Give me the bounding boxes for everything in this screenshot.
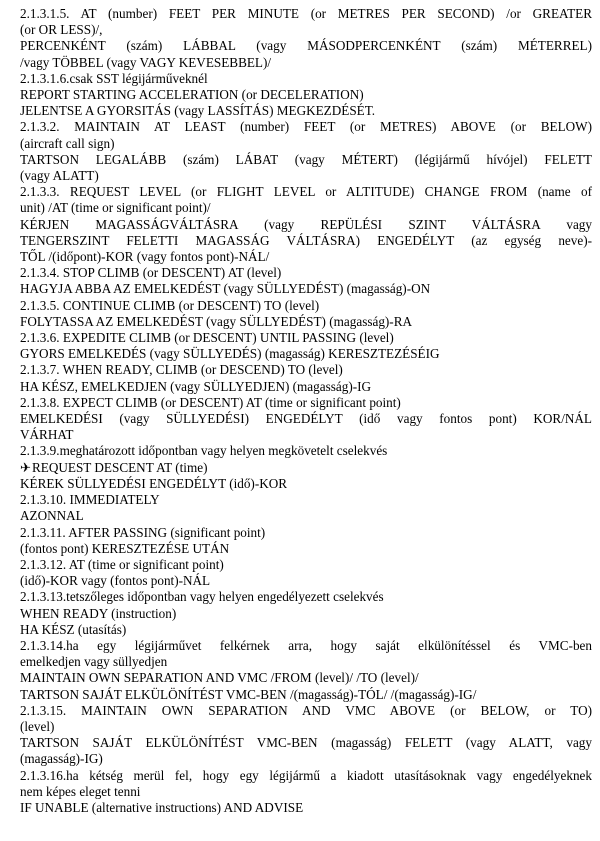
text-line-content: HA KÉSZ (utasítás) (20, 621, 127, 637)
text-line (20, 719, 592, 735)
text-line (20, 557, 592, 573)
text-line-content: (vagy ALATT) (20, 168, 99, 184)
text-line-content: TENGERSZINT FELETTI MAGASSÁG VÁLTÁSRA) ENGEDÉLYT (az egység neve)- (20, 232, 592, 248)
text-line-content: 2.1.3.15. MAINTAIN OWN SEPARATION AND VMC ABOVE (or BELOW, or TO) (20, 702, 592, 718)
text-line-content: WHEN READY (instruction) (20, 605, 177, 621)
text-line (20, 314, 592, 330)
text-line-content: 2.1.3.4. STOP CLIMB (or DESCENT) AT (level) (20, 265, 282, 281)
text-line-content: 2.1.3.14.ha egy légijárművet felkérnek arra, hogy saját elkülönítéssel és VMC-ben (20, 637, 592, 653)
text-line (20, 152, 592, 168)
text-line (20, 103, 592, 119)
text-line-content: 2.1.3.2. MAINTAIN AT LEAST (number) FEET (or METRES) ABOVE (or BELOW) (20, 119, 592, 135)
text-line-content: HA KÉSZ, EMELKEDJEN (vagy SÜLLYEDJEN) (magasság)-IG (20, 378, 372, 394)
text-line (20, 233, 592, 249)
text-line-content: FOLYTASSA AZ EMELKEDÉST (vagy SÜLLYEDÉST) (magasság)-RA (20, 313, 413, 329)
text-line-content: 2.1.3.1.6.csak SST légijárműveknél (20, 70, 208, 86)
text-line-content: unit) /AT (time or significant point)/ (20, 200, 211, 216)
text-line (20, 265, 592, 281)
text-line-content: TŐL /(időpont)-KOR (vagy fontos pont)-NÁL/ (20, 249, 270, 265)
text-line (20, 119, 592, 135)
text-line (20, 136, 592, 152)
text-line-content: 2.1.3.11. AFTER PASSING (significant point) (20, 524, 266, 540)
text-line-content: MAINTAIN OWN SEPARATION AND VMC /FROM (level)/ /TO (level)/ (20, 670, 419, 686)
text-line (20, 55, 592, 71)
text-line-content: KÉREK SÜLLYEDÉSI ENGEDÉLYT (idő)-KOR (20, 475, 288, 491)
text-line (20, 670, 592, 686)
text-line (20, 6, 592, 22)
text-line-content: PERCENKÉNT (szám) LÁBBAL (vagy MÁSODPERCENKÉNT (szám) MÉTERREL) (20, 38, 592, 54)
text-line-content: 2.1.3.8. EXPECT CLIMB (or DESCENT) AT (time or significant point) (20, 394, 401, 410)
text-line-content: (magasság)-IG) (20, 751, 103, 767)
text-line-content: 2.1.3.12. AT (time or significant point) (20, 556, 224, 572)
text-line-content: (or OR LESS)/, (20, 22, 103, 38)
text-line-content: TARTSON SAJÁT ELKÜLÖNÍTÉST VMC-BEN (magasság) FELETT (vagy ALATT, vagy (20, 735, 592, 751)
text-line (20, 784, 592, 800)
text-line (20, 362, 592, 378)
text-line-content: KÉRJEN MAGASSÁGVÁLTÁSRA (vagy REPÜLÉSI SZINT VÁLTÁSRA vagy (20, 216, 592, 232)
text-line-content: AZONNAL (20, 508, 84, 524)
text-line (20, 346, 592, 362)
text-line (20, 330, 592, 346)
text-line (20, 87, 592, 103)
text-line (20, 427, 592, 443)
text-line (20, 768, 592, 784)
text-line-content: TARTSON LEGALÁBB (szám) LÁBAT (vagy MÉTERT) (légijármű hívójel) FELETT (20, 151, 592, 167)
text-line-content: IF UNABLE (alternative instructions) AND ADVISE (20, 799, 304, 815)
text-line (20, 168, 592, 184)
text-line (20, 200, 592, 216)
text-line-content: REPORT STARTING ACCELERATION (or DECELERATION) (20, 87, 364, 103)
text-line-content: TARTSON SAJÁT ELKÜLÖNÍTÉST VMC-BEN /(magasság)-TÓL/ /(magasság)-IG/ (20, 686, 477, 702)
text-line-content: (level) (20, 718, 55, 734)
text-line-content: (idő)-KOR vagy (fontos pont)-NÁL (20, 573, 211, 589)
text-line-content: 2.1.3.5. CONTINUE CLIMB (or DESCENT) TO (level) (20, 297, 320, 313)
text-line (20, 38, 592, 54)
text-line (20, 573, 592, 589)
text-line-content: 2.1.3.16.ha kétség merül fel, hogy egy légijármű a kiadott utasításoknak vagy engedélyeknek (20, 767, 592, 783)
text-line (20, 654, 592, 670)
text-line (20, 735, 592, 751)
text-line-content: HAGYJA ABBA AZ EMELKEDÉST (vagy SÜLLYEDÉST) (magasság)-ON (20, 281, 431, 297)
text-line-content: nem képes eleget tenni (20, 783, 141, 799)
text-line (20, 476, 592, 492)
text-line-content: 2.1.3.10. IMMEDIATELY (20, 492, 160, 508)
text-line (20, 249, 592, 265)
text-line-content: 2.1.3.1.5. AT (number) FEET PER MINUTE (or METRES PER SECOND) /or GREATER (20, 6, 592, 21)
text-line-content: VÁRHAT (20, 427, 74, 443)
text-line-content: 2.1.3.6. EXPEDITE CLIMB (or DESCENT) UNTIL PASSING (level) (20, 330, 394, 346)
text-line (20, 751, 592, 767)
text-line (20, 71, 592, 87)
plane-arrow-icon: ✈ (20, 459, 32, 475)
text-line (20, 395, 592, 411)
text-line-content: 2.1.3.3. REQUEST LEVEL (or FLIGHT LEVEL or ALTITUDE) CHANGE FROM (name of (20, 184, 592, 200)
text-line (20, 525, 592, 541)
text-line (20, 492, 592, 508)
text-line-content: (aircraft call sign) (20, 135, 115, 151)
text-line-content: 2.1.3.9.meghatározott időpontban vagy helyen megkövetelt cselekvés (20, 443, 388, 459)
text-line-content: 2.1.3.7. WHEN READY, CLIMB (or DESCEND) TO (level) (20, 362, 343, 378)
text-line (20, 184, 592, 200)
text-line (20, 411, 592, 427)
text-line-content: /vagy TÖBBEL (vagy VAGY KEVESEBBEL)/ (20, 54, 272, 70)
text-line-content: (fontos pont) KERESZTEZÉSE UTÁN (20, 540, 230, 556)
text-line-content: EMELKEDÉSI (vagy SÜLLYEDÉSI) ENGEDÉLYT (idő vagy fontos pont) KOR/NÁL (20, 411, 592, 427)
text-line (20, 379, 592, 395)
text-line (20, 800, 592, 816)
text-line (20, 508, 592, 524)
text-line (20, 443, 592, 459)
text-line (20, 460, 592, 476)
text-line-content: emelkedjen vagy süllyedjen (20, 654, 168, 670)
text-line (20, 541, 592, 557)
text-line (20, 298, 592, 314)
text-line-content: GYORS EMELKEDÉS (vagy SÜLLYEDÉS) (magasság) KERESZTEZÉSÉIG (20, 346, 440, 362)
text-line (20, 217, 592, 233)
text-line (20, 589, 592, 605)
text-line (20, 687, 592, 703)
text-line (20, 703, 592, 719)
text-line (20, 281, 592, 297)
text-line (20, 22, 592, 38)
text-line-content: REQUEST DESCENT AT (time) (32, 459, 208, 475)
text-line (20, 622, 592, 638)
text-line (20, 606, 592, 622)
text-line (20, 638, 592, 654)
text-line-content: JELENTSE A GYORSITÁS (vagy LASSÍTÁS) MEGKEZDÉSÉT. (20, 103, 376, 119)
text-line-content: 2.1.3.13.tetszőleges időpontban vagy helyen engedélyezett cselekvés (20, 589, 384, 605)
